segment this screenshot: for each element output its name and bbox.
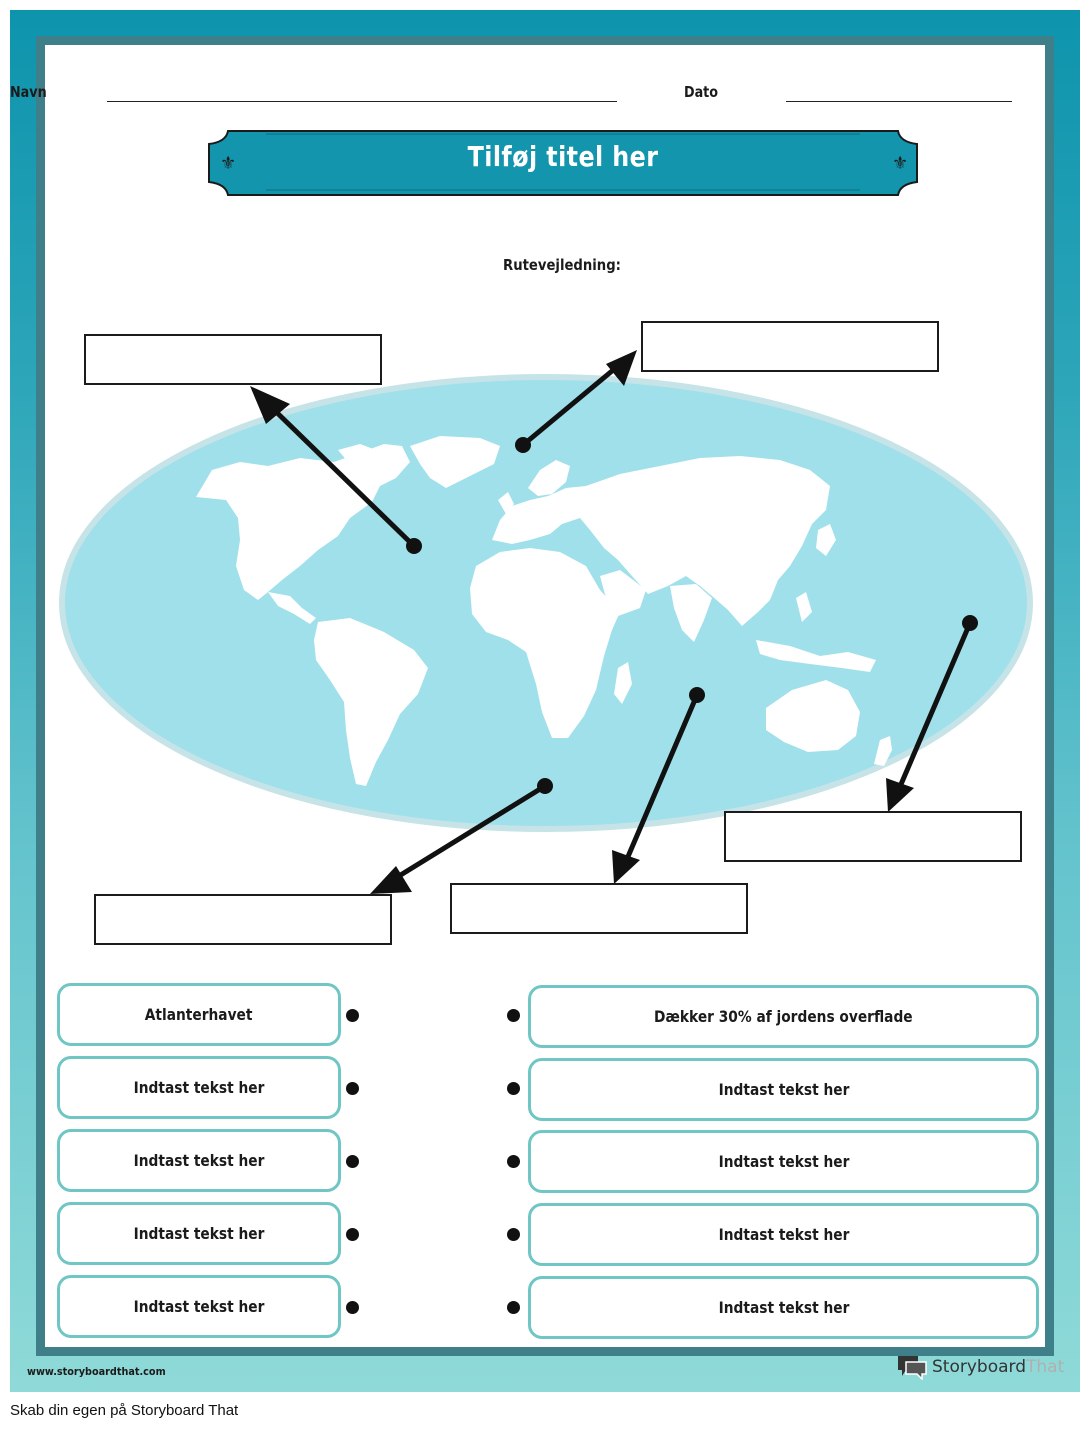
label-box-2[interactable] — [641, 321, 939, 372]
label-box-5[interactable] — [94, 894, 392, 945]
arrow-head-4 — [612, 850, 640, 884]
arrow-origin-1 — [406, 538, 422, 554]
brand-main: Storyboard — [932, 1357, 1026, 1377]
caption-link[interactable]: Skab din egen på Storyboard That — [10, 1402, 239, 1419]
match-right-item-3[interactable] — [528, 1130, 1039, 1193]
svg-text:⚜: ⚜ — [220, 153, 237, 174]
storyboardthat-logo[interactable] — [896, 1354, 1064, 1380]
connector-right-dot[interactable] — [507, 1228, 520, 1241]
match-left-item-2[interactable] — [57, 1056, 341, 1119]
brand-light: That — [1026, 1357, 1065, 1377]
match-left-item-1[interactable] — [57, 983, 341, 1046]
label-box-3[interactable] — [724, 811, 1022, 862]
arrow-origin-2 — [515, 437, 531, 453]
connector-right-dot[interactable] — [507, 1082, 520, 1095]
match-left-text: Indtast tekst her — [133, 1078, 265, 1097]
match-left-text: Indtast tekst her — [133, 1297, 265, 1316]
match-left-text: Atlanterhavet — [145, 1005, 253, 1024]
name-label: Navn — [10, 83, 47, 101]
connector-right-dot[interactable] — [507, 1301, 520, 1314]
match-left-item-5[interactable] — [57, 1275, 341, 1338]
connector-left-dot[interactable] — [346, 1009, 359, 1022]
match-left-item-3[interactable] — [57, 1129, 341, 1192]
connector-left-dot[interactable] — [346, 1082, 359, 1095]
svg-text:⚜: ⚜ — [892, 153, 909, 174]
match-left-item-4[interactable] — [57, 1202, 341, 1265]
match-right-text: Indtast tekst her — [718, 1152, 849, 1171]
instructions-heading: Rutevejledning: — [503, 256, 621, 274]
worksheet-title[interactable]: Tilføj titel her — [467, 140, 659, 173]
match-right-item-1[interactable] — [528, 985, 1039, 1048]
match-right-text: Indtast tekst her — [718, 1080, 849, 1099]
speech-bubble-icon — [896, 1354, 928, 1380]
connector-right-dot[interactable] — [507, 1009, 520, 1022]
arrow-origin-5 — [962, 615, 978, 631]
match-left-text: Indtast tekst her — [133, 1224, 265, 1243]
match-right-item-2[interactable] — [528, 1058, 1039, 1121]
match-right-item-4[interactable] — [528, 1203, 1039, 1266]
date-label: Dato — [684, 83, 719, 101]
match-right-text: Dækker 30% af jordens overflade — [654, 1007, 913, 1026]
connector-left-dot[interactable] — [346, 1301, 359, 1314]
label-box-1[interactable] — [84, 334, 382, 385]
match-right-text: Indtast tekst her — [718, 1298, 849, 1317]
match-right-text: Indtast tekst her — [718, 1225, 849, 1244]
match-left-text: Indtast tekst her — [133, 1151, 265, 1170]
arrow-origin-3 — [537, 778, 553, 794]
brand-name — [932, 1357, 1064, 1377]
connector-left-dot[interactable] — [346, 1228, 359, 1241]
connector-left-dot[interactable] — [346, 1155, 359, 1168]
connector-right-dot[interactable] — [507, 1155, 520, 1168]
arrow-head-5 — [886, 778, 914, 812]
match-right-item-5[interactable] — [528, 1276, 1039, 1339]
label-box-4[interactable] — [450, 883, 748, 934]
arrow-origin-4 — [689, 687, 705, 703]
footer-url[interactable]: www.storyboardthat.com — [27, 1365, 166, 1378]
